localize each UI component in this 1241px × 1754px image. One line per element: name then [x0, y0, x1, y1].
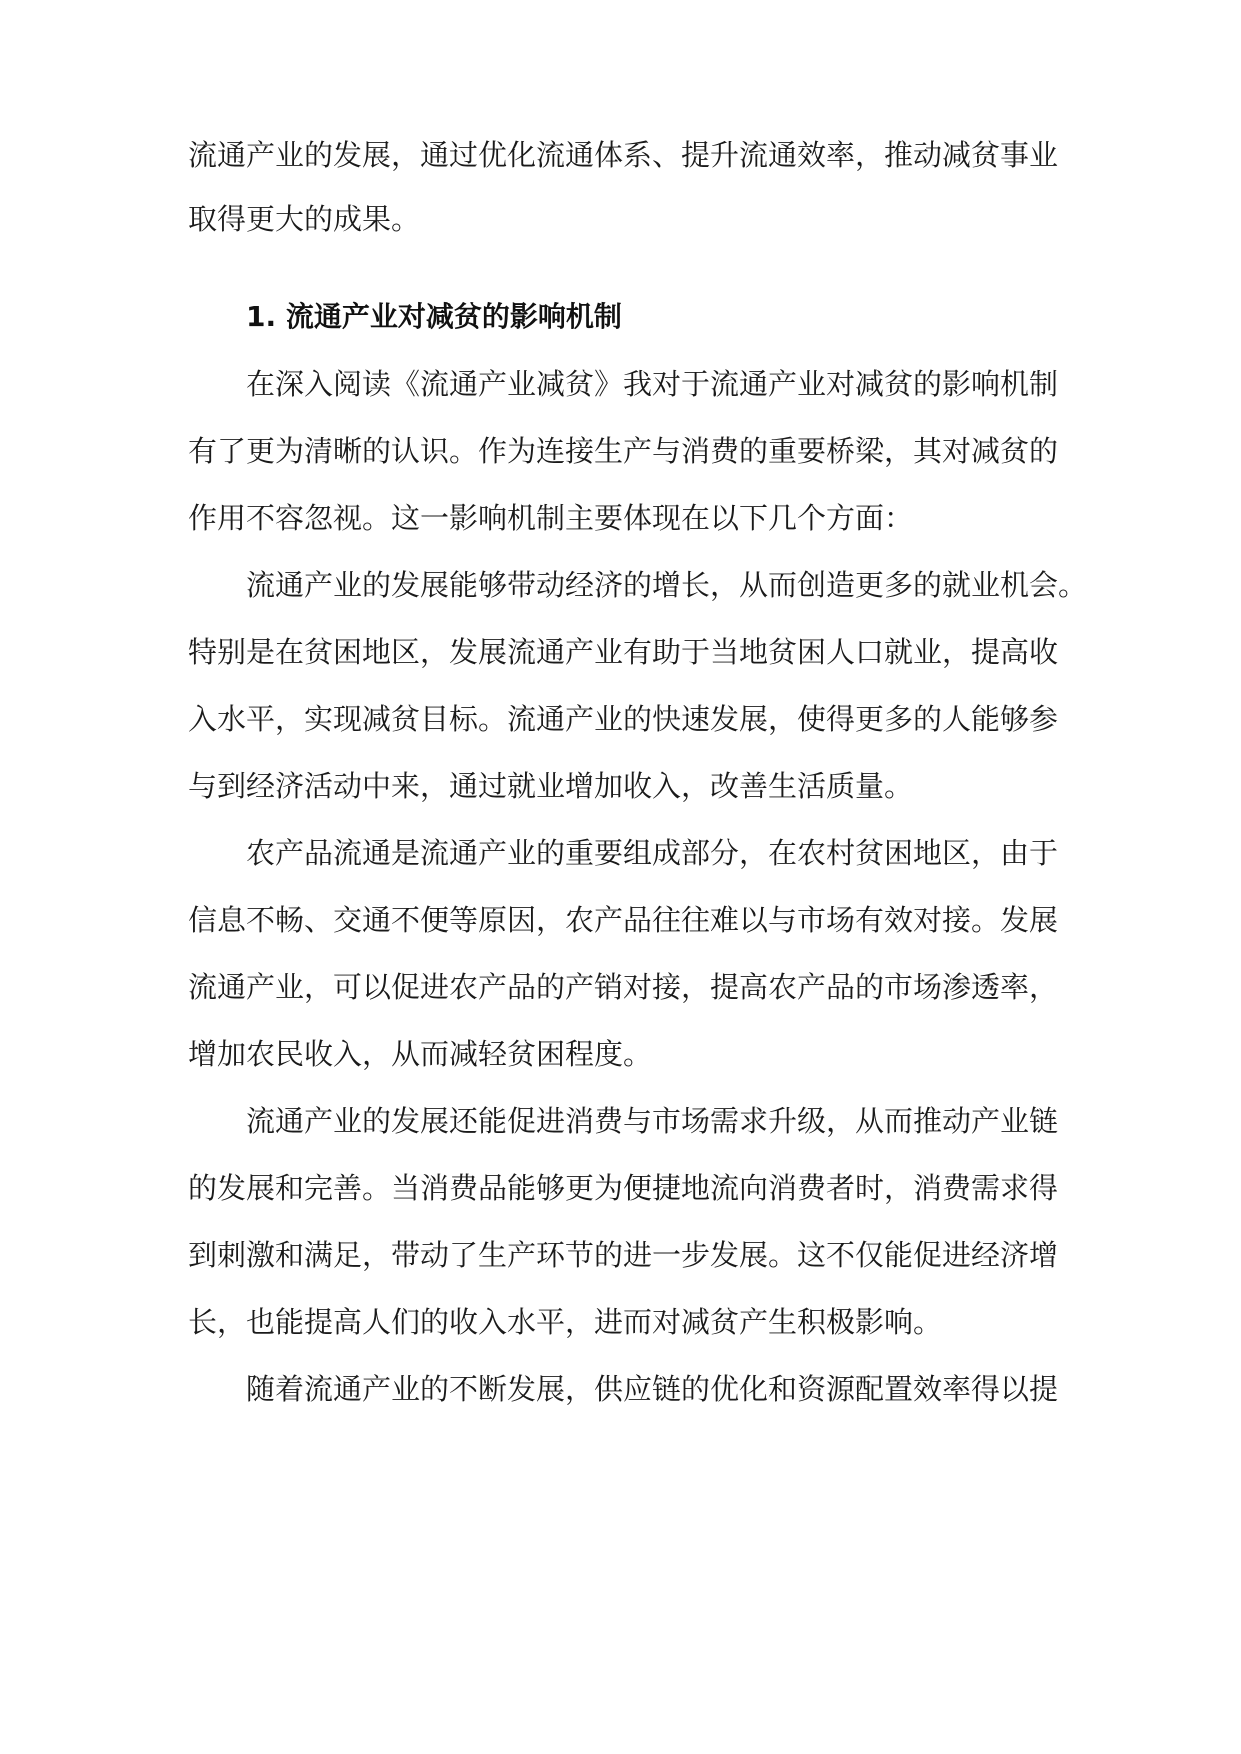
paragraph-5-line-1: 随着流通产业的不断发展，供应链的优化和资源配置效率得以提 [246, 1372, 1059, 1406]
intro-line-2: 取得更大的成果。 [188, 202, 421, 236]
paragraph-4-line-3: 到刺激和满足，带动了生产环节的进一步发展。这不仅能促进经济增 [188, 1238, 1059, 1272]
paragraph-3-line-3: 流通产业，可以促进农产品的产销对接，提高农产品的市场渗透率， [188, 970, 1059, 1004]
paragraph-3-line-4: 增加农民收入，从而减轻贫困程度。 [188, 1037, 653, 1071]
section-heading: 1. 流通产业对减贫的影响机制 [246, 300, 622, 333]
paragraph-3-line-1: 农产品流通是流通产业的重要组成部分，在农村贫困地区，由于 [246, 836, 1059, 870]
paragraph-2-line-2: 特别是在贫困地区，发展流通产业有助于当地贫困人口就业，提高收 [188, 635, 1059, 669]
paragraph-4-line-4: 长，也能提高人们的收入水平，进而对减贫产生积极影响。 [188, 1305, 943, 1339]
paragraph-2-line-3: 入水平，实现减贫目标。流通产业的快速发展，使得更多的人能够参 [188, 702, 1059, 736]
intro-line-1: 流通产业的发展，通过优化流通体系、提升流通效率，推动减贫事业 [188, 138, 1059, 172]
paragraph-1-line-2: 有了更为清晰的认识。作为连接生产与消费的重要桥梁，其对减贫的 [188, 434, 1059, 468]
paragraph-1-line-3: 作用不容忽视。这一影响机制主要体现在以下几个方面： [188, 501, 914, 535]
paragraph-2-line-1: 流通产业的发展能够带动经济的增长，从而创造更多的就业机会。 [246, 568, 1088, 602]
paragraph-3-line-2: 信息不畅、交通不便等原因，农产品往往难以与市场有效对接。发展 [188, 903, 1059, 937]
paragraph-4-line-1: 流通产业的发展还能促进消费与市场需求升级，从而推动产业链 [246, 1104, 1059, 1138]
paragraph-4-line-2: 的发展和完善。当消费品能够更为便捷地流向消费者时，消费需求得 [188, 1171, 1059, 1205]
paragraph-2-line-4: 与到经济活动中来，通过就业增加收入，改善生活质量。 [188, 769, 914, 803]
paragraph-1-line-1: 在深入阅读《流通产业减贫》我对于流通产业对减贫的影响机制 [246, 367, 1059, 401]
